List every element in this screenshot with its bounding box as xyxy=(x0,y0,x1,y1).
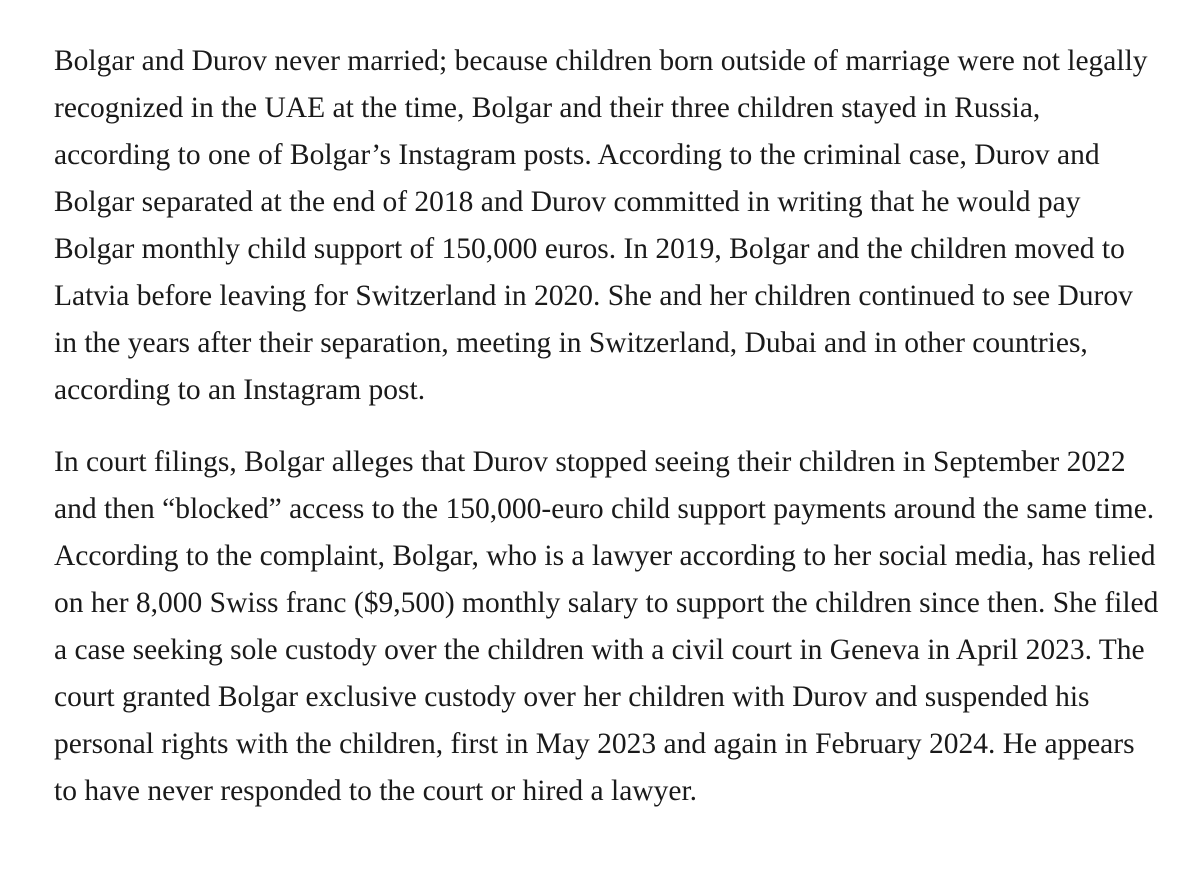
article-paragraph: Bolgar and Durov never married; because children born outside of marriage were not legally recognized in the UAE at the time, Bolgar and their three children stayed in Russia, according to one of Bolgar’s Instagram posts. According to the criminal case, Durov and Bolgar separated at the end of 2018 and Durov committed in writing that he would pay Bolgar monthly child support of 150,000 euros. In 2019, Bolgar and the children moved to Latvia before leaving for Switzerland in 2020. She and her children continued to see Durov in the years after their separation, meeting in Switzerland, Dubai and in other countries, according to an Instagram post. xyxy=(54,45,1148,406)
article-paragraph: In court filings, Bolgar alleges that Durov stopped seeing their children in September 2022 and then “blocked” access to the 150,000-euro child support payments around the same time. According to the complaint, Bolgar, who is a lawyer according to her social media, has relied on her 8,000 Swiss franc ($9,500) monthly salary to support the children since then. She filed a case seeking sole custody over the children with a civil court in Geneva in April 2023. The court granted Bolgar exclusive custody over her children with Durov and suspended his personal rights with the children, first in May 2023 and again in February 2024. He appears to have never responded to the court or hired a lawyer. xyxy=(54,446,1159,807)
